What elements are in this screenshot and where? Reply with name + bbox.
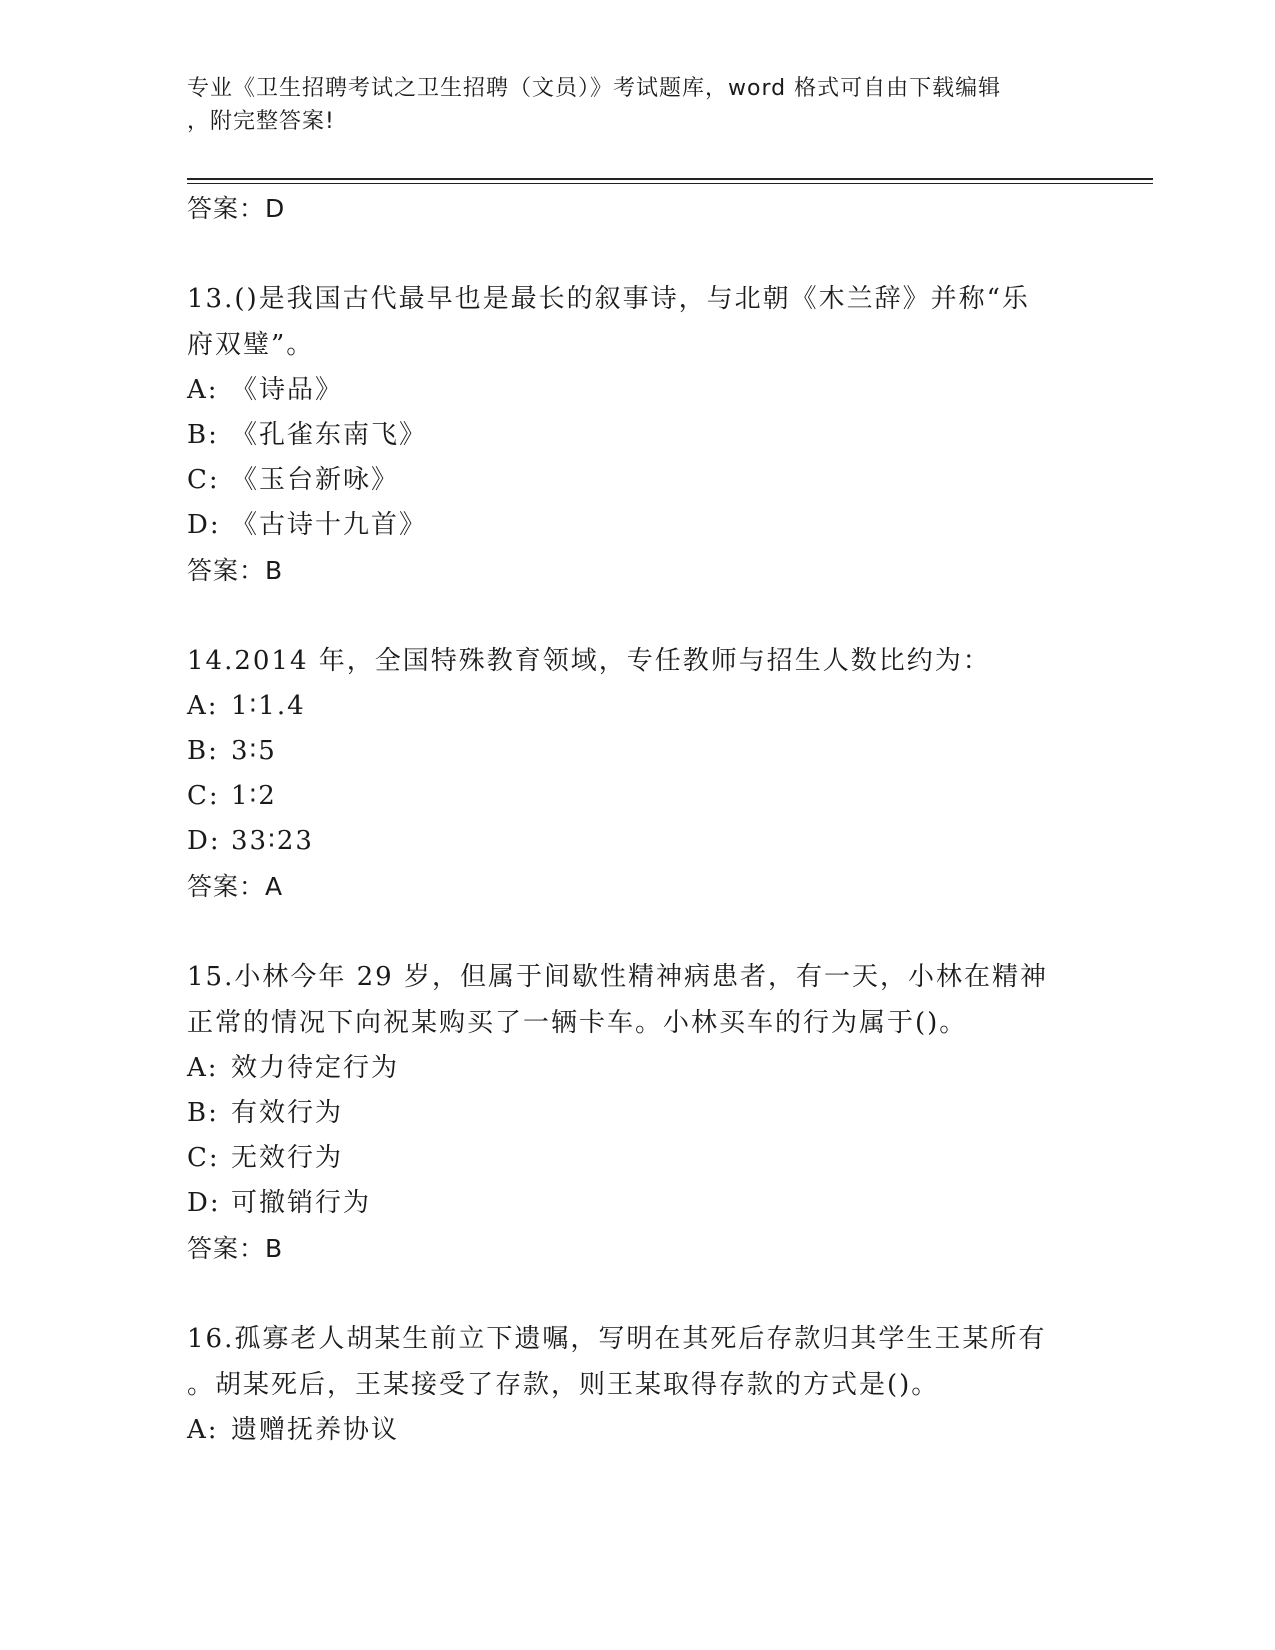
- answer-line: 答案：B: [187, 556, 284, 585]
- option-letter: B:: [187, 420, 219, 450]
- option-b: [187, 1091, 1087, 1136]
- question-block: [187, 638, 1087, 910]
- option-letter: B:: [187, 1098, 219, 1128]
- option-text: 《玉台新咏》: [231, 465, 400, 495]
- option-text: 可撤销行为: [231, 1188, 372, 1218]
- option-text: 无效行为: [231, 1143, 344, 1173]
- question-text: 15.小林今年 29 岁，但属于间歇性精神病患者，有一天，小林在精神: [187, 962, 1048, 992]
- option-b: [187, 729, 1087, 774]
- option-letter: C:: [187, 781, 220, 811]
- option-text: 33∶23: [231, 826, 314, 856]
- question-block: [187, 1316, 1087, 1453]
- option-letter: A:: [187, 1415, 219, 1445]
- option-text: 遗赠抚养协议: [231, 1415, 400, 1445]
- document-body: [187, 186, 1087, 1453]
- option-d: [187, 1181, 1087, 1226]
- option-c: [187, 774, 1087, 819]
- option-text: 《孔雀东南飞》: [231, 420, 428, 450]
- option-a: [187, 368, 1087, 413]
- option-a: [187, 684, 1087, 729]
- option-letter: C:: [187, 1143, 220, 1173]
- question-text: 。胡某死后，王某接受了存款，则王某取得存款的方式是()。: [187, 1370, 940, 1400]
- option-text: 1∶1.4: [231, 691, 306, 721]
- option-letter: C:: [187, 465, 220, 495]
- option-letter: B:: [187, 736, 219, 766]
- option-letter: A:: [187, 1053, 219, 1083]
- question-text: 府双璧”。: [187, 330, 315, 360]
- question-text: 14.2014 年，全国特殊教育领域，专任教师与招生人数比约为：: [187, 646, 991, 676]
- option-letter: A:: [187, 691, 219, 721]
- answer-line: 答案：D: [187, 194, 286, 223]
- option-c: [187, 1136, 1087, 1181]
- header-rule-thin: [187, 183, 1153, 184]
- answer-line: 答案：B: [187, 1234, 284, 1263]
- option-letter: D:: [187, 826, 221, 856]
- option-text: 《诗品》: [231, 375, 344, 405]
- header-line-2: ，附完整答案!: [187, 109, 335, 134]
- option-letter: A:: [187, 375, 219, 405]
- option-text: 3∶5: [231, 736, 277, 766]
- header-line-1: 专业《卫生招聘考试之卫生招聘（文员）》考试题库，word 格式可自由下载编辑: [187, 76, 1002, 101]
- option-d: [187, 819, 1087, 864]
- answer-line: 答案：A: [187, 872, 284, 901]
- question-block: [187, 276, 1087, 594]
- question-text: 13.()是我国古代最早也是最长的叙事诗，与北朝《木兰辞》并称“乐: [187, 284, 1030, 314]
- option-d: [187, 503, 1087, 548]
- option-letter: D:: [187, 510, 221, 540]
- option-a: [187, 1046, 1087, 1091]
- option-text: 《古诗十九首》: [231, 510, 428, 540]
- question-text: 16.孤寡老人胡某生前立下遗嘱，写明在其死后存款归其学生王某所有: [187, 1324, 1047, 1354]
- option-letter: D:: [187, 1188, 221, 1218]
- header-rule-thick: [187, 178, 1153, 180]
- option-text: 有效行为: [231, 1098, 344, 1128]
- question-block: [187, 954, 1087, 1272]
- option-text: 效力待定行为: [231, 1053, 400, 1083]
- option-b: [187, 413, 1087, 458]
- option-a: [187, 1408, 1087, 1453]
- question-text: 正常的情况下向祝某购买了一辆卡车。小林买车的行为属于()。: [187, 1008, 968, 1038]
- option-c: [187, 458, 1087, 503]
- option-text: 1∶2: [231, 781, 277, 811]
- document-header: [187, 72, 1077, 138]
